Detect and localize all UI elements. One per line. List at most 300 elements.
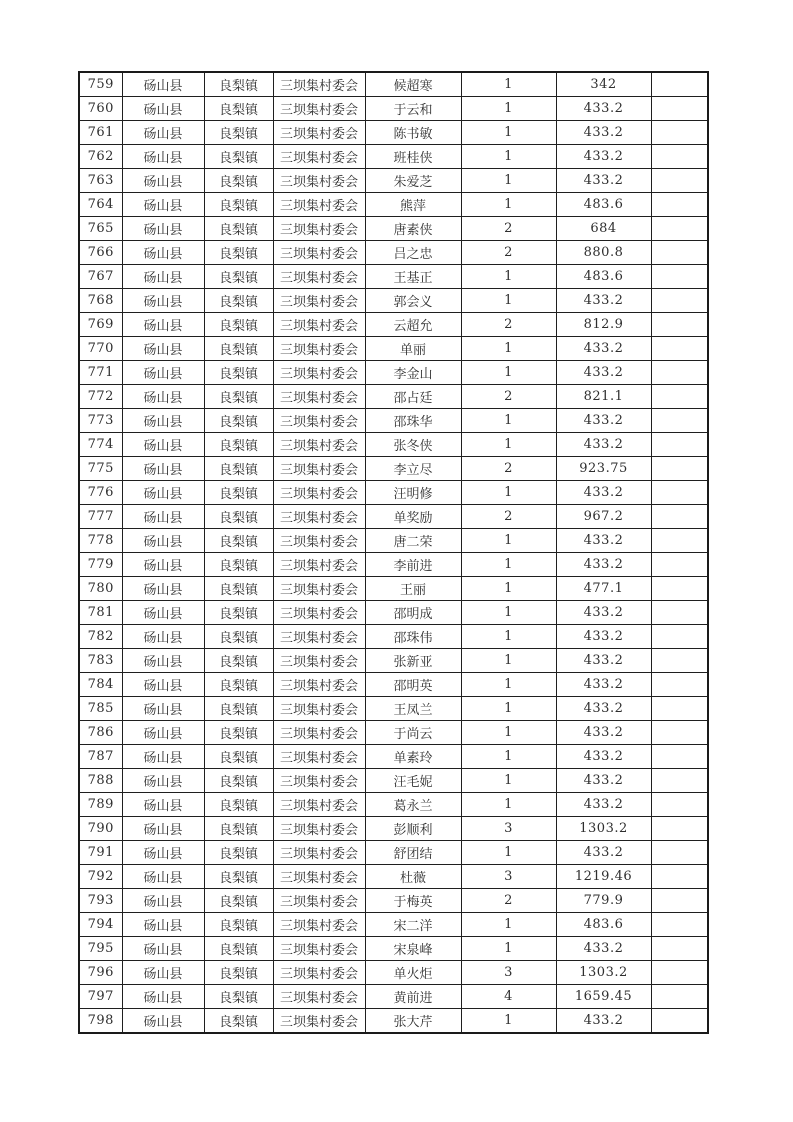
cell-note [651,385,708,409]
cell-village: 三坝集村委会 [273,865,365,889]
cell-count: 1 [461,769,556,793]
cell-town: 良梨镇 [204,265,273,289]
cell-county: 砀山县 [122,673,204,697]
cell-name: 郭会义 [365,289,461,313]
cell-note [651,241,708,265]
cell-count: 1 [461,481,556,505]
cell-village: 三坝集村委会 [273,577,365,601]
table-row [79,649,708,673]
table-row [79,313,708,337]
cell-county: 砀山县 [122,337,204,361]
cell-index: 759 [79,72,122,97]
cell-note [651,529,708,553]
cell-note [651,577,708,601]
cell-town: 良梨镇 [204,817,273,841]
cell-name: 张新亚 [365,649,461,673]
cell-name: 李前进 [365,553,461,577]
cell-county: 砀山县 [122,289,204,313]
cell-index: 765 [79,217,122,241]
cell-count: 1 [461,409,556,433]
cell-note [651,97,708,121]
table-row [79,745,708,769]
cell-index: 773 [79,409,122,433]
cell-town: 良梨镇 [204,865,273,889]
cell-index: 774 [79,433,122,457]
cell-index: 795 [79,937,122,961]
cell-county: 砀山县 [122,601,204,625]
cell-town: 良梨镇 [204,841,273,865]
cell-village: 三坝集村委会 [273,913,365,937]
cell-amount: 779.9 [556,889,651,913]
cell-name: 朱爱芝 [365,169,461,193]
cell-count: 1 [461,433,556,457]
cell-county: 砀山县 [122,97,204,121]
table-row [79,505,708,529]
cell-index: 761 [79,121,122,145]
cell-village: 三坝集村委会 [273,72,365,97]
cell-index: 779 [79,553,122,577]
table-row [79,193,708,217]
cell-note [651,793,708,817]
cell-town: 良梨镇 [204,673,273,697]
cell-count: 2 [461,457,556,481]
table-body [79,72,708,1033]
table-row [79,625,708,649]
cell-index: 770 [79,337,122,361]
cell-count: 1 [461,793,556,817]
cell-count: 2 [461,313,556,337]
cell-index: 763 [79,169,122,193]
cell-index: 781 [79,601,122,625]
table-row [79,601,708,625]
cell-county: 砀山县 [122,265,204,289]
cell-count: 1 [461,361,556,385]
cell-count: 1 [461,169,556,193]
cell-name: 邵珠华 [365,409,461,433]
cell-village: 三坝集村委会 [273,529,365,553]
cell-name: 张冬侠 [365,433,461,457]
cell-index: 797 [79,985,122,1009]
table-row [79,817,708,841]
cell-town: 良梨镇 [204,121,273,145]
cell-name: 陈书敏 [365,121,461,145]
cell-index: 793 [79,889,122,913]
cell-note [651,337,708,361]
cell-index: 764 [79,193,122,217]
cell-index: 789 [79,793,122,817]
cell-note [651,745,708,769]
cell-county: 砀山县 [122,529,204,553]
table-row [79,769,708,793]
cell-name: 单奖励 [365,505,461,529]
cell-index: 780 [79,577,122,601]
cell-index: 798 [79,1009,122,1034]
cell-town: 良梨镇 [204,697,273,721]
cell-amount: 433.2 [556,529,651,553]
cell-count: 3 [461,817,556,841]
cell-village: 三坝集村委会 [273,697,365,721]
cell-note [651,72,708,97]
cell-note [651,673,708,697]
cell-count: 3 [461,865,556,889]
cell-amount: 433.2 [556,673,651,697]
cell-index: 762 [79,145,122,169]
cell-amount: 433.2 [556,121,651,145]
cell-amount: 433.2 [556,361,651,385]
cell-village: 三坝集村委会 [273,217,365,241]
cell-village: 三坝集村委会 [273,769,365,793]
cell-amount: 483.6 [556,913,651,937]
cell-county: 砀山县 [122,913,204,937]
cell-name: 李立尽 [365,457,461,481]
cell-name: 舒团结 [365,841,461,865]
cell-index: 785 [79,697,122,721]
cell-name: 张大芹 [365,1009,461,1034]
cell-village: 三坝集村委会 [273,457,365,481]
cell-town: 良梨镇 [204,1009,273,1034]
cell-village: 三坝集村委会 [273,289,365,313]
cell-name: 彭顺利 [365,817,461,841]
table-row [79,529,708,553]
cell-town: 良梨镇 [204,721,273,745]
cell-amount: 433.2 [556,433,651,457]
cell-amount: 1303.2 [556,817,651,841]
cell-count: 1 [461,97,556,121]
cell-amount: 1659.45 [556,985,651,1009]
cell-amount: 684 [556,217,651,241]
cell-amount: 433.2 [556,337,651,361]
cell-village: 三坝集村委会 [273,385,365,409]
cell-village: 三坝集村委会 [273,505,365,529]
cell-amount: 433.2 [556,841,651,865]
cell-county: 砀山县 [122,313,204,337]
cell-amount: 433.2 [556,289,651,313]
table-row [79,481,708,505]
cell-town: 良梨镇 [204,313,273,337]
cell-village: 三坝集村委会 [273,193,365,217]
cell-county: 砀山县 [122,241,204,265]
cell-note [651,913,708,937]
table-row [79,241,708,265]
cell-name: 于云和 [365,97,461,121]
cell-name: 单素玲 [365,745,461,769]
cell-town: 良梨镇 [204,241,273,265]
cell-town: 良梨镇 [204,793,273,817]
cell-note [651,937,708,961]
cell-note [651,457,708,481]
cell-county: 砀山县 [122,457,204,481]
cell-count: 1 [461,937,556,961]
cell-village: 三坝集村委会 [273,409,365,433]
cell-name: 邵明英 [365,673,461,697]
cell-village: 三坝集村委会 [273,937,365,961]
cell-name: 邵占廷 [365,385,461,409]
cell-count: 1 [461,529,556,553]
cell-amount: 433.2 [556,793,651,817]
cell-town: 良梨镇 [204,937,273,961]
cell-amount: 433.2 [556,937,651,961]
cell-town: 良梨镇 [204,529,273,553]
table-row [79,985,708,1009]
table-row [79,169,708,193]
cell-index: 768 [79,289,122,313]
cell-note [651,481,708,505]
cell-county: 砀山县 [122,121,204,145]
cell-note [651,121,708,145]
cell-amount: 433.2 [556,649,651,673]
cell-town: 良梨镇 [204,385,273,409]
cell-amount: 483.6 [556,265,651,289]
cell-county: 砀山县 [122,721,204,745]
cell-village: 三坝集村委会 [273,337,365,361]
cell-town: 良梨镇 [204,577,273,601]
cell-village: 三坝集村委会 [273,601,365,625]
cell-count: 1 [461,601,556,625]
cell-name: 宋二洋 [365,913,461,937]
cell-name: 汪明修 [365,481,461,505]
cell-note [651,649,708,673]
cell-county: 砀山县 [122,649,204,673]
table-row [79,841,708,865]
table-row [79,553,708,577]
cell-county: 砀山县 [122,145,204,169]
cell-count: 1 [461,193,556,217]
cell-village: 三坝集村委会 [273,553,365,577]
cell-town: 良梨镇 [204,289,273,313]
cell-county: 砀山县 [122,769,204,793]
cell-county: 砀山县 [122,745,204,769]
cell-town: 良梨镇 [204,961,273,985]
cell-town: 良梨镇 [204,361,273,385]
cell-note [651,601,708,625]
cell-name: 黄前进 [365,985,461,1009]
cell-amount: 342 [556,72,651,97]
cell-name: 班桂侠 [365,145,461,169]
cell-name: 唐二荣 [365,529,461,553]
cell-town: 良梨镇 [204,913,273,937]
cell-village: 三坝集村委会 [273,673,365,697]
cell-note [651,193,708,217]
cell-amount: 433.2 [556,625,651,649]
cell-amount: 1219.46 [556,865,651,889]
cell-village: 三坝集村委会 [273,169,365,193]
cell-count: 1 [461,1009,556,1034]
cell-county: 砀山县 [122,217,204,241]
table-row [79,97,708,121]
cell-name: 杜薇 [365,865,461,889]
cell-name: 单丽 [365,337,461,361]
cell-name: 单火炬 [365,961,461,985]
cell-name: 熊萍 [365,193,461,217]
table-row [79,457,708,481]
cell-village: 三坝集村委会 [273,265,365,289]
cell-county: 砀山县 [122,505,204,529]
cell-town: 良梨镇 [204,193,273,217]
cell-index: 782 [79,625,122,649]
cell-note [651,625,708,649]
cell-county: 砀山县 [122,865,204,889]
cell-town: 良梨镇 [204,217,273,241]
cell-note [651,697,708,721]
cell-amount: 433.2 [556,553,651,577]
roster-table [78,71,709,1034]
cell-county: 砀山县 [122,985,204,1009]
cell-index: 783 [79,649,122,673]
cell-note [651,361,708,385]
cell-village: 三坝集村委会 [273,361,365,385]
table-row [79,1009,708,1034]
table-row [79,433,708,457]
cell-note [651,985,708,1009]
cell-county: 砀山县 [122,961,204,985]
cell-town: 良梨镇 [204,409,273,433]
cell-index: 775 [79,457,122,481]
table-row [79,289,708,313]
cell-amount: 433.2 [556,169,651,193]
table-row [79,145,708,169]
cell-note [651,505,708,529]
cell-count: 1 [461,553,556,577]
cell-town: 良梨镇 [204,481,273,505]
cell-amount: 967.2 [556,505,651,529]
cell-county: 砀山县 [122,385,204,409]
cell-county: 砀山县 [122,625,204,649]
cell-count: 2 [461,889,556,913]
cell-county: 砀山县 [122,553,204,577]
cell-count: 1 [461,841,556,865]
cell-note [651,433,708,457]
cell-amount: 433.2 [556,769,651,793]
cell-amount: 433.2 [556,481,651,505]
table-row [79,865,708,889]
table-row [79,217,708,241]
table-row [79,793,708,817]
cell-count: 4 [461,985,556,1009]
cell-county: 砀山县 [122,697,204,721]
cell-town: 良梨镇 [204,457,273,481]
table-row [79,673,708,697]
cell-index: 767 [79,265,122,289]
cell-village: 三坝集村委会 [273,961,365,985]
cell-county: 砀山县 [122,937,204,961]
cell-town: 良梨镇 [204,625,273,649]
cell-note [651,145,708,169]
cell-town: 良梨镇 [204,769,273,793]
cell-town: 良梨镇 [204,745,273,769]
table-row [79,265,708,289]
cell-amount: 433.2 [556,697,651,721]
cell-town: 良梨镇 [204,505,273,529]
table-row [79,385,708,409]
cell-village: 三坝集村委会 [273,625,365,649]
cell-index: 791 [79,841,122,865]
cell-index: 778 [79,529,122,553]
cell-amount: 433.2 [556,97,651,121]
cell-name: 邵珠伟 [365,625,461,649]
cell-note [651,289,708,313]
roster-table-container [78,71,709,1034]
cell-village: 三坝集村委会 [273,817,365,841]
cell-village: 三坝集村委会 [273,481,365,505]
cell-name: 李金山 [365,361,461,385]
table-row [79,577,708,601]
cell-village: 三坝集村委会 [273,97,365,121]
cell-village: 三坝集村委会 [273,985,365,1009]
cell-county: 砀山县 [122,889,204,913]
cell-name: 王凤兰 [365,697,461,721]
cell-village: 三坝集村委会 [273,313,365,337]
table-row [79,913,708,937]
cell-count: 1 [461,337,556,361]
cell-note [651,889,708,913]
cell-name: 云超允 [365,313,461,337]
cell-county: 砀山县 [122,433,204,457]
cell-count: 1 [461,265,556,289]
cell-amount: 477.1 [556,577,651,601]
cell-village: 三坝集村委会 [273,433,365,457]
cell-count: 2 [461,217,556,241]
table-row [79,961,708,985]
cell-amount: 433.2 [556,721,651,745]
cell-county: 砀山县 [122,817,204,841]
cell-town: 良梨镇 [204,553,273,577]
cell-note [651,961,708,985]
cell-village: 三坝集村委会 [273,889,365,913]
cell-count: 2 [461,385,556,409]
cell-county: 砀山县 [122,169,204,193]
cell-county: 砀山县 [122,1009,204,1034]
cell-county: 砀山县 [122,72,204,97]
cell-index: 760 [79,97,122,121]
cell-town: 良梨镇 [204,72,273,97]
cell-name: 葛永兰 [365,793,461,817]
cell-amount: 923.75 [556,457,651,481]
table-row [79,409,708,433]
table-row [79,337,708,361]
cell-amount: 433.2 [556,601,651,625]
cell-note [651,721,708,745]
cell-county: 砀山县 [122,793,204,817]
cell-note [651,265,708,289]
cell-index: 788 [79,769,122,793]
cell-town: 良梨镇 [204,649,273,673]
cell-village: 三坝集村委会 [273,745,365,769]
cell-count: 1 [461,289,556,313]
cell-index: 769 [79,313,122,337]
cell-amount: 483.6 [556,193,651,217]
cell-amount: 812.9 [556,313,651,337]
cell-town: 良梨镇 [204,169,273,193]
cell-count: 2 [461,241,556,265]
cell-town: 良梨镇 [204,433,273,457]
cell-amount: 880.8 [556,241,651,265]
cell-town: 良梨镇 [204,985,273,1009]
cell-county: 砀山县 [122,577,204,601]
cell-count: 2 [461,505,556,529]
cell-count: 1 [461,745,556,769]
cell-amount: 433.2 [556,145,651,169]
cell-count: 1 [461,673,556,697]
cell-index: 790 [79,817,122,841]
cell-index: 777 [79,505,122,529]
cell-county: 砀山县 [122,481,204,505]
cell-count: 1 [461,721,556,745]
cell-name: 汪毛妮 [365,769,461,793]
cell-village: 三坝集村委会 [273,841,365,865]
cell-county: 砀山县 [122,409,204,433]
cell-note [651,217,708,241]
cell-note [651,409,708,433]
